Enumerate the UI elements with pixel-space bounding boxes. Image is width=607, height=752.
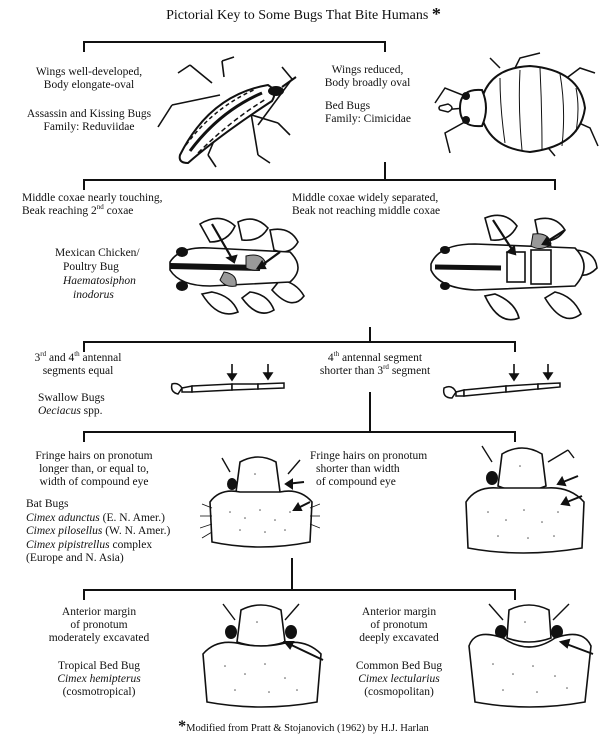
common-bedbug-pronotum-illustration [463,598,598,713]
assassin-bugs-label: Assassin and Kissing Bugs Family: Reduviidae [26,108,152,133]
bed-bug-illustration [430,48,600,163]
margin-moderate-text: Anterior margin of pronotum moderately excavated [48,606,150,644]
coxae-separated-text: Middle coxae widely separated, Beak not reaching middle coxae [292,192,441,217]
fringe-shorter-text: Fringe hairs on pronotum shorter than width of compound eye [310,450,428,488]
margin-deep-text: Anterior margin of pronotum deeply excavated [359,606,439,644]
bed-bugs-label: Bed Bugs Family: Cimicidae [325,100,411,125]
chicken-bug-underside-illustration [150,212,310,332]
bedbug-pronotum-illustration [458,440,593,560]
coxae-touching-text: Middle coxae nearly touching, Beak reaching 2nd coxae [22,192,163,217]
bedbug-underside-illustration [425,210,600,335]
bat-bugs-label: Bat Bugs Cimex adunctus (E. N. Amer.) Cimex pilosellus (W. N. Amer.) Cimex pipistrellus complex (Europe and N. Asia) [26,498,171,564]
antennal-shorter-text: 4th antennal segment shorter than 3rd segment [319,350,431,377]
wings-reduced-text: Wings reduced, Body broadly oval [324,64,411,89]
swallow-bug-antenna-illustration [168,362,288,402]
tropical-bedbug-pronotum-illustration [195,598,330,713]
bedbug-antenna-illustration [440,362,565,404]
assassin-bug-illustration [150,55,300,170]
common-bed-bug-label: Common Bed Bug Cimex lectularius (cosmopolitan) [355,660,443,698]
key-title: Pictorial Key to Some Bugs That Bite Humans * [166,4,441,24]
fringe-longer-text: Fringe hairs on pronotum longer than, or equal to, width of compound eye [35,450,153,488]
antennal-equal-text: 3rd and 4th antennal segments equal [34,350,122,377]
swallow-bugs-label: Swallow Bugs Oeciacus spp. [38,392,105,417]
wings-developed-text: Wings well-developed, Body elongate-oval [35,66,143,91]
tropical-bed-bug-label: Tropical Bed Bug Cimex hemipterus (cosmotropical) [57,660,141,698]
mexican-chicken-bug-label: Mexican Chicken/ Poultry Bug Haematosiphon inodorus [55,247,140,301]
bat-bug-pronotum-illustration [200,452,320,552]
footer-credit: *Modified from Pratt & Stojanovich (1962) by H.J. Harlan [178,718,429,735]
